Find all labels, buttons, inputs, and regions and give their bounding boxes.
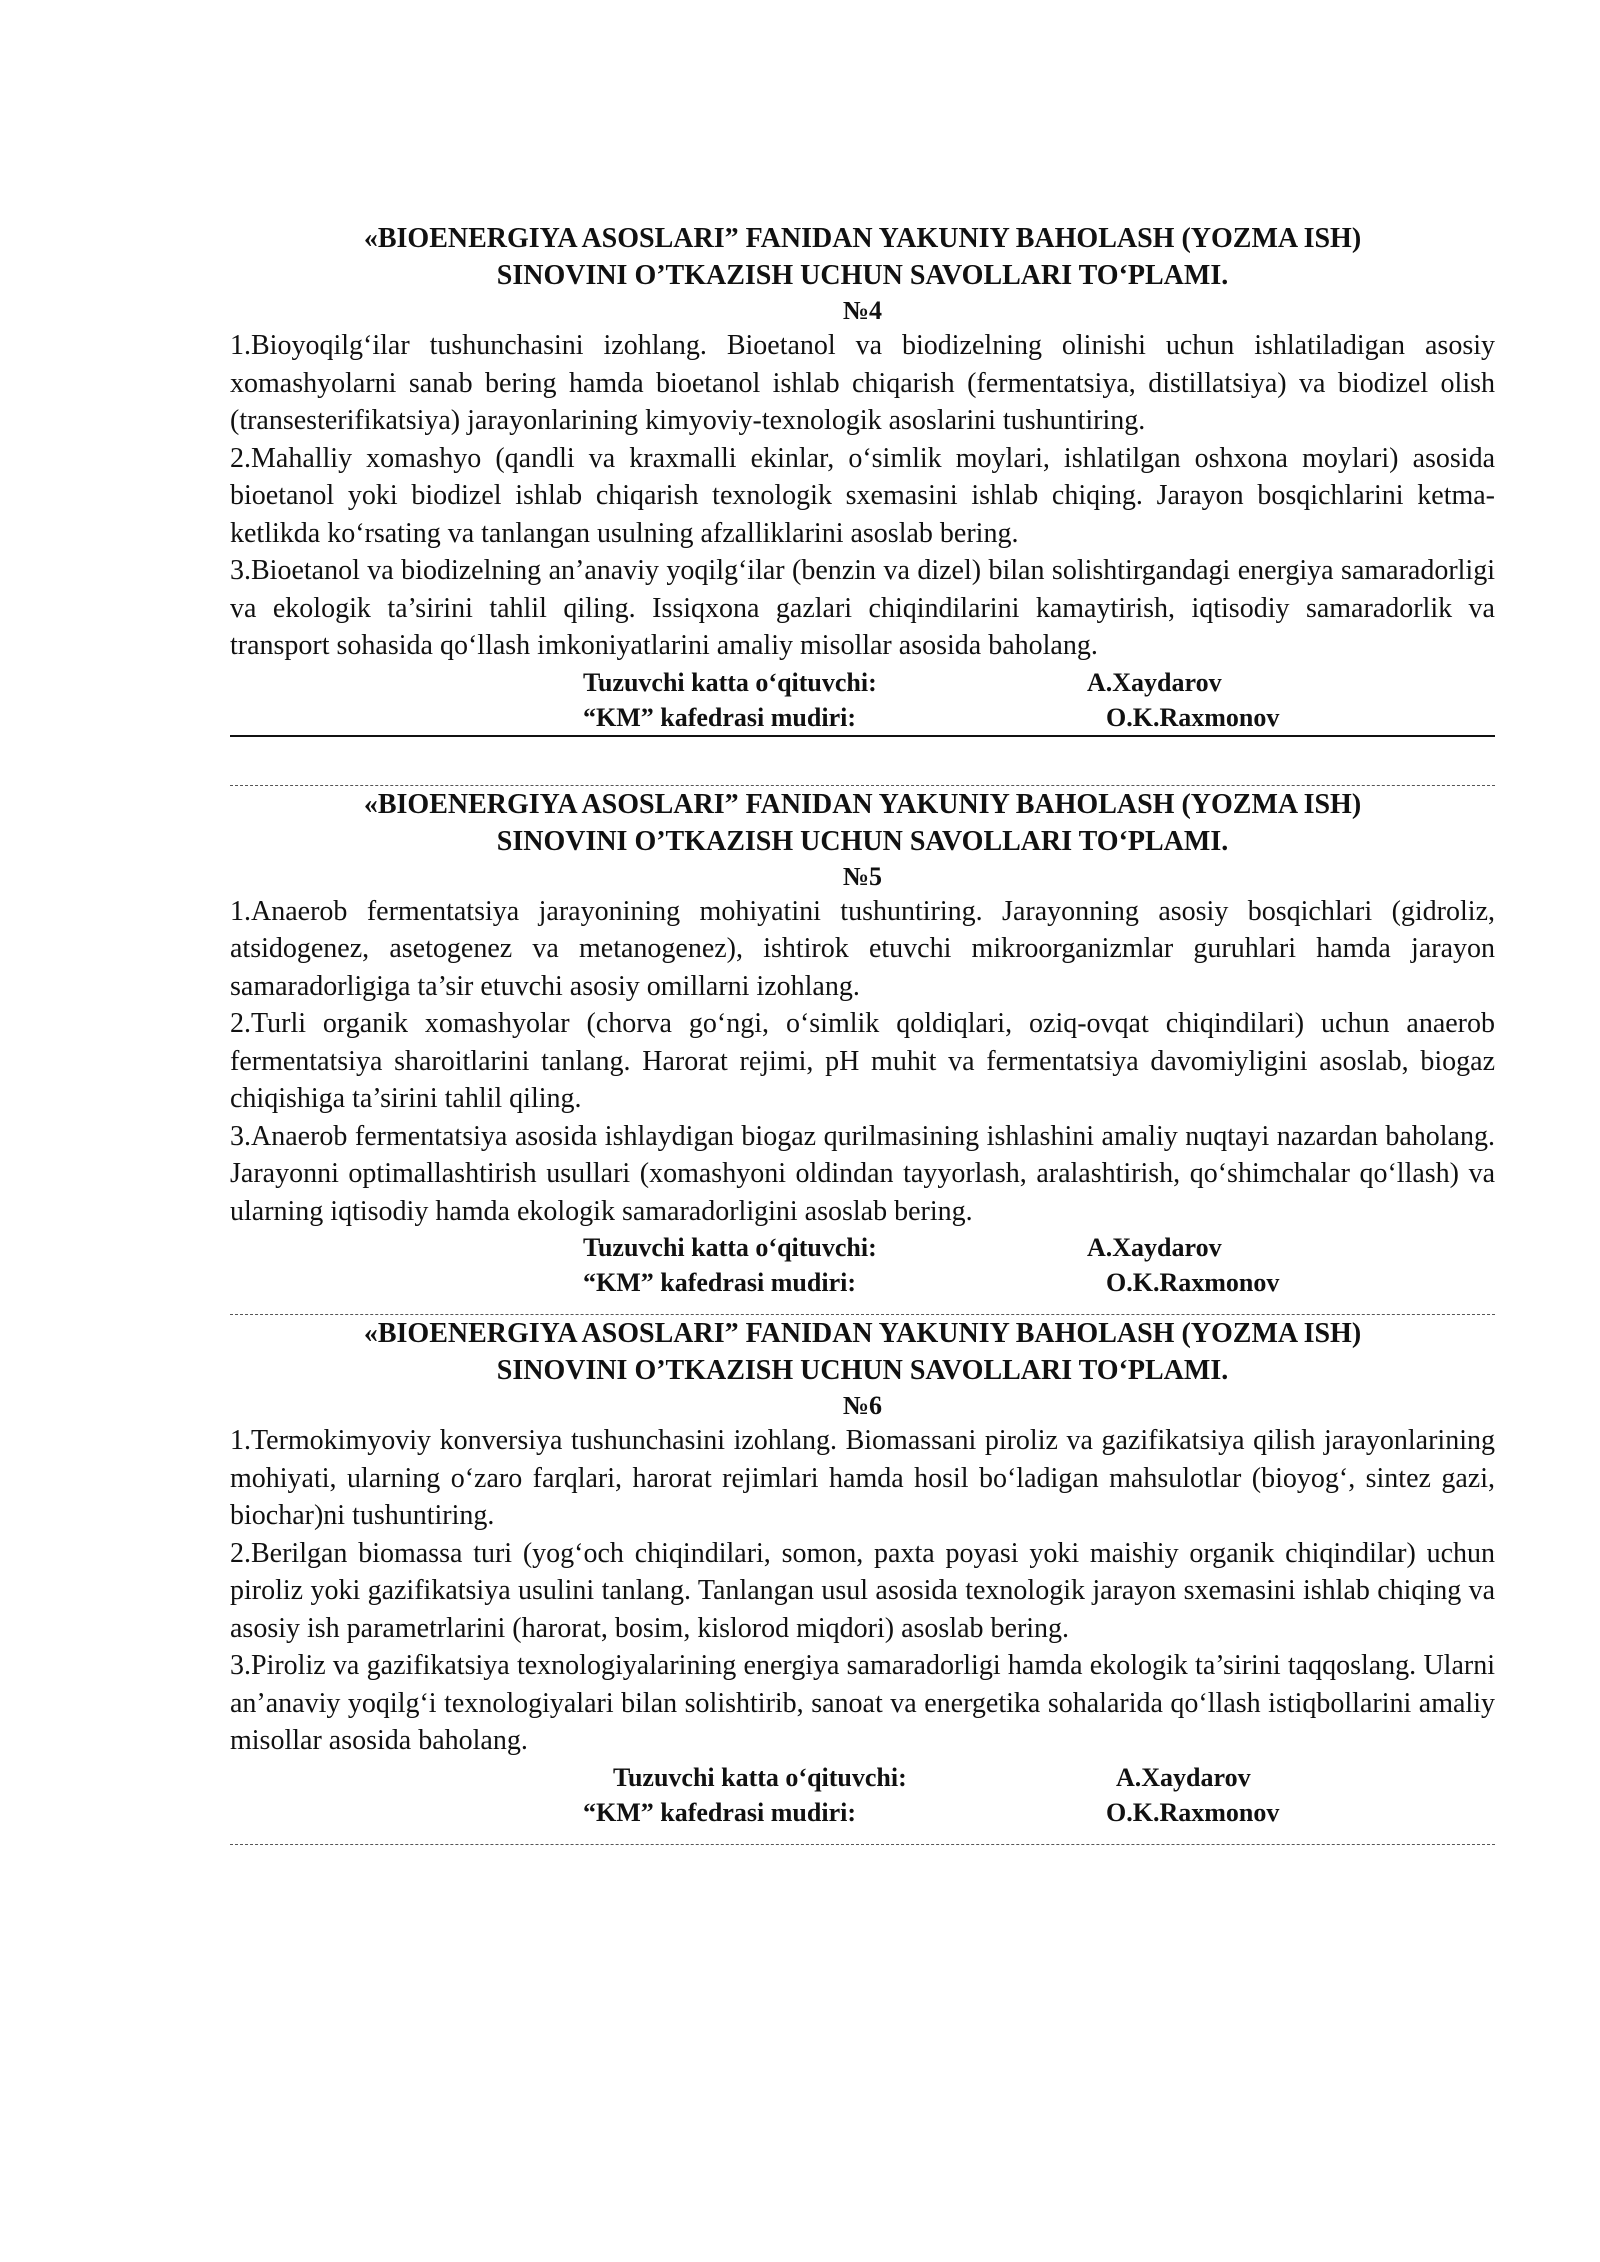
compiler-label: Tuzuvchi katta o‘qituvchi: xyxy=(583,1233,877,1262)
head-name: O.K.Raxmonov xyxy=(1106,702,1280,732)
signature-block xyxy=(230,1760,1495,1830)
exam-card-4 xyxy=(230,220,1495,737)
card-title-line1: «BIOENERGIYA ASOSLARI” FANIDAN YAKUNIY BAHOLASH (YOZMA ISH) xyxy=(363,1318,1362,1349)
signature-block xyxy=(230,665,1495,735)
question-3: 3.Anaerob fermentatsiya asosida ishlaydigan biogaz qurilmasining ishlashini amaliy nuqtayi nazardan baholang. Jarayonni optimallashtirish usullari (xomashyoni oldindan tayyorlash, aralashtirish, qo‘shimchalar qo‘llash) va ularning iqtisodiy hamda ekologik samaradorligini asoslab bering. xyxy=(230,1120,1495,1227)
head-label: “KM” kafedrasi mudiri: xyxy=(583,1797,856,1827)
card-title-line1: «BIOENERGIYA ASOSLARI” FANIDAN YAKUNIY BAHOLASH (YOZMA ISH) xyxy=(363,223,1362,254)
question-2: 2.Mahalliy xomashyo (qandli va kraxmalli ekinlar, o‘simlik moylari, ishlatilgan oshxona moylari) asosida bioetanol yoki biodizel ishlab chiqarish texnologik sxemasini ishlab chiqing. Jarayon bosqichlarini ketma-ketlikda ko‘rsating va tanlangan usulning afzalliklarini asoslab bering. xyxy=(230,442,1495,549)
head-label: “KM” kafedrasi mudiri: xyxy=(583,1268,856,1297)
compiler-name: A.Xaydarov xyxy=(1087,1233,1222,1262)
question-1: 1.Termokimyoviy konversiya tushunchasini izohlang. Biomassani piroliz va gazifikatsiya qilish jarayonlarining mohiyati, ularning o‘zaro farqlari, harorat rejimlari hamda hosil bo‘ladigan mahsulotlar (bioyog‘, sintez gazi, biochar)ni tushuntiring. xyxy=(230,1425,1495,1531)
signature-block xyxy=(230,1230,1495,1300)
card-title-line2: SINOVINI O’TKAZISH UCHUN SAVOLLARI TO‘PLAMI. xyxy=(496,1355,1229,1386)
card-number: №4 xyxy=(842,296,883,325)
question-2: 2.Turli organik xomashyolar (chorva go‘ngi, o‘simlik qoldiqlari, oziq-ovqat chiqindilari) uchun anaerob fermentatsiya sharoitlarini tanlang. Harorat rejimi, pH muhit va fermentatsiya davomiyligini asoslab, biogaz chiqishiga ta’sirini tahlil qiling. xyxy=(230,1008,1495,1114)
question-3: 3.Piroliz va gazifikatsiya texnologiyalarining energiya samaradorligi hamda ekologik ta’sirini taqqoslang. Ularni an’anaviy yoqilg‘i texnologiyalari bilan solishtirib, sanoat va energetika sohalarida qo‘llash istiqbollarini amaliy misollar asosida baholang. xyxy=(230,1650,1495,1756)
compiler-name: A.Xaydarov xyxy=(1116,1762,1251,1792)
question-2: 2.Berilgan biomassa turi (yog‘och chiqindilari, somon, paxta poyasi yoki maishiy organik chiqindilar) uchun piroliz yoki gazifikatsiya usulini tanlang. Tanlangan usul asosida texnologik jarayon sxemasini ishlab chiqing va asosiy ish parametrlarini (harorat, bosim, kislorod miqdori) asoslab bering. xyxy=(230,1537,1495,1644)
card-title-line1: «BIOENERGIYA ASOSLARI” FANIDAN YAKUNIY BAHOLASH (YOZMA ISH) xyxy=(363,788,1362,820)
divider-dashed xyxy=(230,1844,1495,1845)
compiler-label: Tuzuvchi katta o‘qituvchi: xyxy=(613,1762,907,1792)
exam-card-5 xyxy=(230,786,1495,1301)
card-title-line2: SINOVINI O’TKAZISH UCHUN SAVOLLARI TO‘PLAMI. xyxy=(496,260,1229,291)
exam-card-6 xyxy=(230,1315,1495,1830)
question-3: 3.Bioetanol va biodizelning an’anaviy yoqilg‘ilar (benzin va dizel) bilan solishtirgandagi energiya samaradorligi va ekologik ta’sirini tahlil qiling. Issiqxona gazlari chiqindilarini kamaytirish, iqtisodiy samaradorlik va transport sohasida qo‘llash imkoniyatlarini amaliy misollar asosida baholang. xyxy=(230,555,1495,661)
head-name: O.K.Raxmonov xyxy=(1106,1797,1280,1827)
card-title-line2: SINOVINI O’TKAZISH UCHUN SAVOLLARI TO‘PLAMI. xyxy=(496,825,1229,857)
head-label: “KM” kafedrasi mudiri: xyxy=(583,702,856,732)
question-1: 1.Bioyoqilg‘ilar tushunchasini izohlang. Bioetanol va biodizelning olinishi uchun ishlatiladigan asosiy xomashyolarni sanab bering hamda bioetanol ishlab chiqarish (fermentatsiya, distillatsiya) va biodizel olish (transesterifikatsiya) jarayonlarining kimyoviy-texnologik asoslarini tushuntiring. xyxy=(230,330,1495,436)
compiler-name: A.Xaydarov xyxy=(1087,667,1222,697)
card-number: №6 xyxy=(842,1391,883,1420)
card-number: №5 xyxy=(842,861,883,891)
compiler-label: Tuzuvchi katta o‘qituvchi: xyxy=(583,667,877,697)
document-page xyxy=(230,220,1495,1845)
question-1: 1.Anaerob fermentatsiya jarayonining mohiyatini tushuntiring. Jarayonning asosiy bosqichlari (gidroliz, atsidogenez, asetogenez va metanogenez), ishtirok etuvchi mikroorganizmlar guruhlari hamda jarayon samaradorligiga ta’sir etuvchi asosiy omillarni izohlang. xyxy=(230,895,1495,1002)
head-name: O.K.Raxmonov xyxy=(1106,1268,1280,1297)
